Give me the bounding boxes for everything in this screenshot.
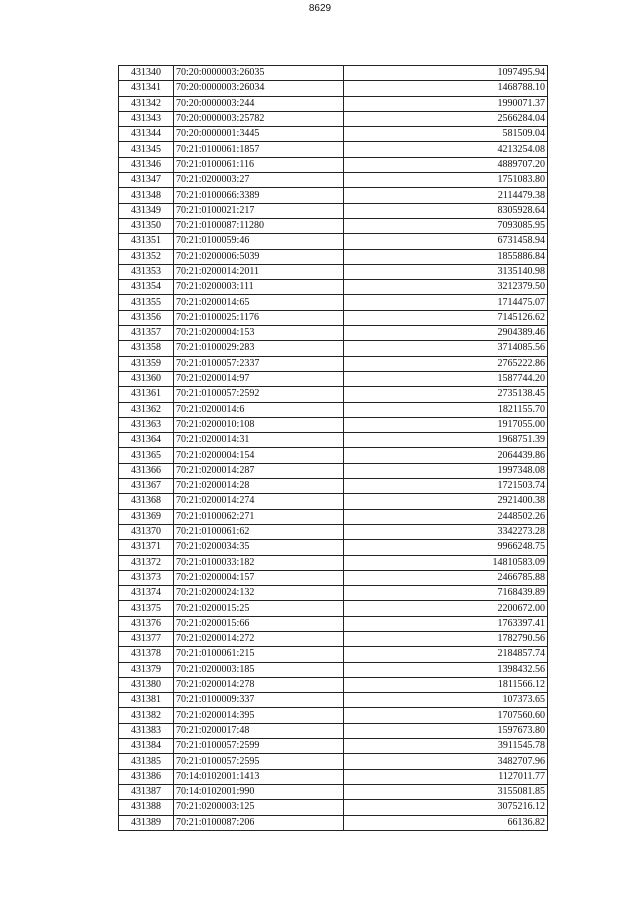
cadastral-number-cell: 70:21:0100057:2592 [174,387,344,402]
table-row [119,494,548,509]
cadastral-number-cell: 70:21:0100029:283 [174,341,344,356]
cadastral-value-cell: 1763397.41 [344,616,548,631]
table-row [119,157,548,172]
cadastral-value-cell: 1990071.37 [344,96,548,111]
cadastral-number-cell: 70:21:0200017:48 [174,723,344,738]
cadastral-number-cell: 70:21:0200024:132 [174,586,344,601]
table-row [119,326,548,341]
cadastral-value-cell: 1968751.39 [344,433,548,448]
cadastral-value-cell: 3155081.85 [344,784,548,799]
row-id-cell: 431370 [119,524,174,539]
row-id-cell: 431367 [119,479,174,494]
cadastral-value-cell: 2184857.74 [344,647,548,662]
cadastral-value-cell: 1714475.07 [344,295,548,310]
table-row [119,218,548,233]
table-row [119,616,548,631]
cadastral-value-cell: 9966248.75 [344,540,548,555]
cadastral-value-cell: 1707560.60 [344,708,548,723]
cadastral-number-cell: 70:21:0100066:3389 [174,188,344,203]
cadastral-value-cell: 1597673.80 [344,723,548,738]
row-id-cell: 431359 [119,356,174,371]
row-id-cell: 431381 [119,693,174,708]
cadastral-value-cell: 3482707.96 [344,754,548,769]
table-row [119,264,548,279]
table-row [119,203,548,218]
row-id-cell: 431343 [119,111,174,126]
cadastral-value-cell: 1855886.84 [344,249,548,264]
cadastral-number-cell: 70:21:0100057:2337 [174,356,344,371]
cadastral-number-cell: 70:21:0200003:185 [174,662,344,677]
row-id-cell: 431353 [119,264,174,279]
cadastral-value-cell: 1127011.77 [344,769,548,784]
table-row [119,234,548,249]
table-row [119,800,548,815]
cadastral-number-cell: 70:20:0000003:25782 [174,111,344,126]
cadastral-value-cell: 7145126.62 [344,310,548,325]
cadastral-value-cell: 1782790.56 [344,631,548,646]
cadastral-value-cell: 2904389.46 [344,326,548,341]
cadastral-number-cell: 70:21:0200003:125 [174,800,344,815]
cadastral-number-cell: 70:21:0100061:62 [174,524,344,539]
cadastral-value-cell: 2921400.38 [344,494,548,509]
row-id-cell: 431371 [119,540,174,555]
table-row [119,433,548,448]
cadastral-number-cell: 70:21:0200014:274 [174,494,344,509]
cadastral-number-cell: 70:21:0100025:1176 [174,310,344,325]
table-row [119,723,548,738]
table-row [119,96,548,111]
table-row [119,754,548,769]
row-id-cell: 431340 [119,66,174,81]
table-row [119,448,548,463]
table-row [119,784,548,799]
cadastral-number-cell: 70:21:0200014:31 [174,433,344,448]
cadastral-value-cell: 1811566.12 [344,677,548,692]
table-row [119,66,548,81]
row-id-cell: 431382 [119,708,174,723]
row-id-cell: 431386 [119,769,174,784]
table-row [119,417,548,432]
cadastral-value-cell: 4213254.08 [344,142,548,157]
cadastral-number-cell: 70:21:0200004:153 [174,326,344,341]
cadastral-value-cell: 107373.65 [344,693,548,708]
row-id-cell: 431373 [119,570,174,585]
table-row [119,677,548,692]
row-id-cell: 431354 [119,280,174,295]
cadastral-number-cell: 70:21:0200015:25 [174,601,344,616]
row-id-cell: 431344 [119,127,174,142]
table-row [119,739,548,754]
cadastral-number-cell: 70:21:0100087:11280 [174,218,344,233]
table-row [119,647,548,662]
row-id-cell: 431356 [119,310,174,325]
cadastral-number-cell: 70:21:0200006:5039 [174,249,344,264]
table-row [119,815,548,830]
row-id-cell: 431369 [119,509,174,524]
cadastral-number-cell: 70:21:0100033:182 [174,555,344,570]
cadastral-value-cell: 3911545.78 [344,739,548,754]
cadastral-number-cell: 70:21:0100061:215 [174,647,344,662]
row-id-cell: 431355 [119,295,174,310]
cadastral-number-cell: 70:21:0200004:154 [174,448,344,463]
row-id-cell: 431364 [119,433,174,448]
row-id-cell: 431377 [119,631,174,646]
row-id-cell: 431388 [119,800,174,815]
table-row [119,81,548,96]
cadastral-number-cell: 70:20:0000003:244 [174,96,344,111]
cadastral-number-cell: 70:21:0100021:217 [174,203,344,218]
cadastral-number-cell: 70:21:0100061:1857 [174,142,344,157]
cadastral-number-cell: 70:21:0200004:157 [174,570,344,585]
cadastral-number-cell: 70:21:0200014:287 [174,463,344,478]
cadastral-number-cell: 70:20:0000001:3445 [174,127,344,142]
cadastral-number-cell: 70:14:0102001:990 [174,784,344,799]
cadastral-value-cell: 7168439.89 [344,586,548,601]
cadastral-number-cell: 70:21:0200014:97 [174,371,344,386]
row-id-cell: 431351 [119,234,174,249]
cadastral-value-cell: 2064439.86 [344,448,548,463]
table-row [119,341,548,356]
cadastral-value-cell: 8305928.64 [344,203,548,218]
table-row [119,371,548,386]
table-row [119,173,548,188]
cadastral-value-cell: 2765222.86 [344,356,548,371]
table-row [119,524,548,539]
cadastral-value-cell: 6731458.94 [344,234,548,249]
cadastral-value-cell: 2200672.00 [344,601,548,616]
table-body [119,66,548,831]
table-row [119,540,548,555]
cadastral-number-cell: 70:21:0200014:395 [174,708,344,723]
cadastral-number-cell: 70:14:0102001:1413 [174,769,344,784]
row-id-cell: 431384 [119,739,174,754]
table-row [119,356,548,371]
cadastral-value-table [118,65,548,831]
table-row [119,142,548,157]
cadastral-value-cell: 581509.04 [344,127,548,142]
cadastral-number-cell: 70:21:0200015:66 [174,616,344,631]
row-id-cell: 431358 [119,341,174,356]
table-row [119,631,548,646]
row-id-cell: 431378 [119,647,174,662]
cadastral-value-cell: 3342273.28 [344,524,548,539]
row-id-cell: 431341 [119,81,174,96]
cadastral-value-cell: 1997348.08 [344,463,548,478]
cadastral-number-cell: 70:21:0200014:272 [174,631,344,646]
cadastral-value-cell: 1587744.20 [344,371,548,386]
cadastral-number-cell: 70:21:0200014:278 [174,677,344,692]
row-id-cell: 431360 [119,371,174,386]
row-id-cell: 431368 [119,494,174,509]
row-id-cell: 431363 [119,417,174,432]
row-id-cell: 431365 [119,448,174,463]
row-id-cell: 431383 [119,723,174,738]
cadastral-number-cell: 70:20:0000003:26035 [174,66,344,81]
row-id-cell: 431389 [119,815,174,830]
cadastral-value-cell: 2114479.38 [344,188,548,203]
cadastral-number-cell: 70:21:0100061:116 [174,157,344,172]
cadastral-number-cell: 70:21:0100087:206 [174,815,344,830]
cadastral-number-cell: 70:21:0200014:2011 [174,264,344,279]
row-id-cell: 431372 [119,555,174,570]
cadastral-number-cell: 70:21:0100009:337 [174,693,344,708]
row-id-cell: 431376 [119,616,174,631]
cadastral-value-cell: 3075216.12 [344,800,548,815]
cadastral-number-cell: 70:21:0200014:6 [174,402,344,417]
cadastral-value-cell: 1398432.56 [344,662,548,677]
cadastral-value-cell: 3135140.98 [344,264,548,279]
table-row [119,387,548,402]
table-row [119,586,548,601]
cadastral-number-cell: 70:21:0100062:271 [174,509,344,524]
table-row [119,769,548,784]
table-row [119,708,548,723]
table-row [119,479,548,494]
row-id-cell: 431357 [119,326,174,341]
cadastral-value-cell: 2448502.26 [344,509,548,524]
cadastral-number-cell: 70:21:0200003:27 [174,173,344,188]
cadastral-value-cell: 2735138.45 [344,387,548,402]
row-id-cell: 431362 [119,402,174,417]
cadastral-number-cell: 70:21:0200014:28 [174,479,344,494]
cadastral-value-cell: 7093085.95 [344,218,548,233]
table-row [119,127,548,142]
row-id-cell: 431350 [119,218,174,233]
cadastral-value-cell: 66136.82 [344,815,548,830]
table-row [119,111,548,126]
cadastral-number-cell: 70:21:0100057:2599 [174,739,344,754]
row-id-cell: 431342 [119,96,174,111]
row-id-cell: 431348 [119,188,174,203]
cadastral-value-cell: 1917055.00 [344,417,548,432]
table-row [119,249,548,264]
table-row [119,402,548,417]
cadastral-number-cell: 70:21:0100059:46 [174,234,344,249]
row-id-cell: 431375 [119,601,174,616]
cadastral-number-cell: 70:21:0200010:108 [174,417,344,432]
row-id-cell: 431385 [119,754,174,769]
row-id-cell: 431366 [119,463,174,478]
cadastral-value-cell: 14810583.09 [344,555,548,570]
row-id-cell: 431352 [119,249,174,264]
row-id-cell: 431361 [119,387,174,402]
cadastral-value-cell: 1721503.74 [344,479,548,494]
row-id-cell: 431346 [119,157,174,172]
cadastral-value-cell: 1097495.94 [344,66,548,81]
table-row [119,570,548,585]
table-row [119,295,548,310]
page-number: 8629 [308,3,332,14]
cadastral-number-cell: 70:21:0200034:35 [174,540,344,555]
cadastral-value-cell: 2566284.04 [344,111,548,126]
row-id-cell: 431379 [119,662,174,677]
table-row [119,693,548,708]
table-row [119,601,548,616]
table-row [119,280,548,295]
cadastral-number-cell: 70:21:0200014:65 [174,295,344,310]
row-id-cell: 431347 [119,173,174,188]
cadastral-value-cell: 1751083.80 [344,173,548,188]
row-id-cell: 431374 [119,586,174,601]
cadastral-value-cell: 1821155.70 [344,402,548,417]
table-row [119,662,548,677]
table-row [119,310,548,325]
cadastral-number-cell: 70:20:0000003:26034 [174,81,344,96]
cadastral-value-cell: 3212379.50 [344,280,548,295]
table-row [119,463,548,478]
row-id-cell: 431345 [119,142,174,157]
row-id-cell: 431380 [119,677,174,692]
cadastral-value-cell: 2466785.88 [344,570,548,585]
table-row [119,188,548,203]
row-id-cell: 431387 [119,784,174,799]
table-row [119,555,548,570]
row-id-cell: 431349 [119,203,174,218]
table-row [119,509,548,524]
cadastral-number-cell: 70:21:0200003:111 [174,280,344,295]
cadastral-value-cell: 4889707.20 [344,157,548,172]
cadastral-value-cell: 3714085.56 [344,341,548,356]
cadastral-value-cell: 1468788.10 [344,81,548,96]
cadastral-number-cell: 70:21:0100057:2595 [174,754,344,769]
